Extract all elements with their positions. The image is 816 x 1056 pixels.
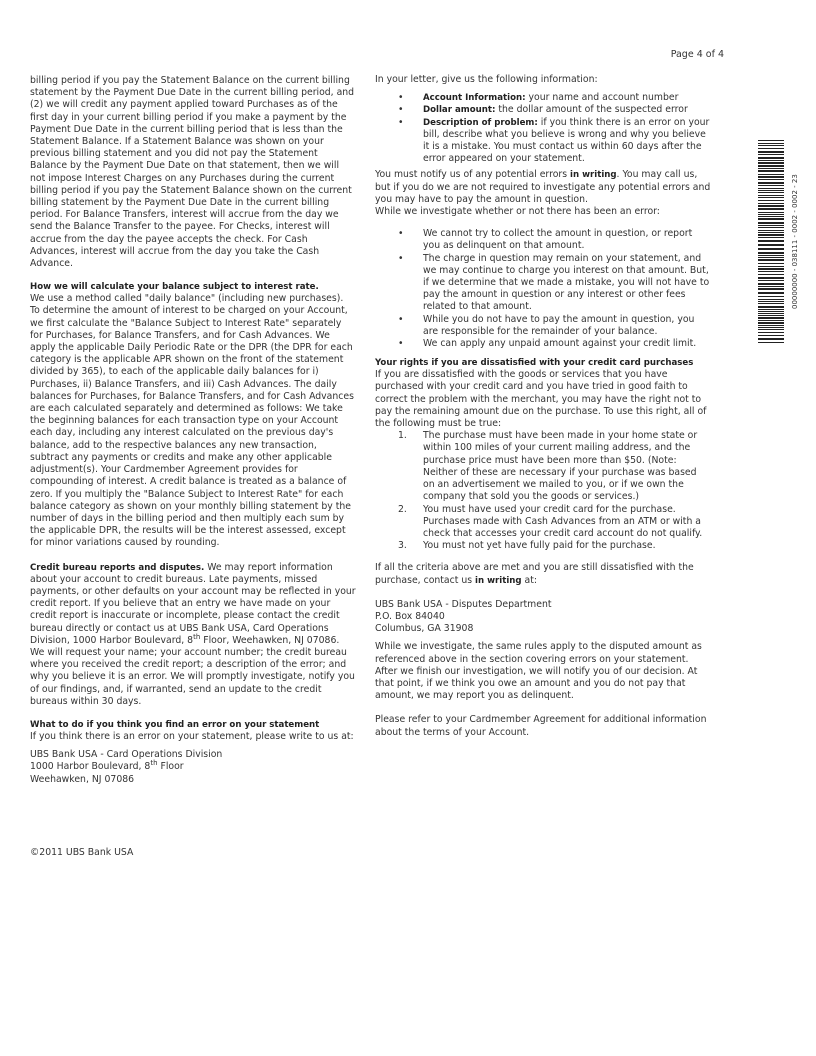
balance-calculation-paragraph: We use a method called "daily balance" (including new purchases). To determine the amount of interest to be charged on your Account, we first calculate the "Balance Subject to Interest Rate" separately for Purchases, for Balance Transfers, and for Cash Advances. We apply the applicable Daily Periodic Rate or the DPR (the DPR for each category is the applicable APR shown on the front of the statement divided by 365), to each of the applicable daily balances for i) Purchases, ii) Balance Transfers, and iii) Cash Advances. The daily balances for Purchases, for Balance Transfers, and for Cash Advances are each calculated separately and determined as follows: We take the beginning balances for each transaction type on your Account each day, including any interest calculated on the previous day's balance, add to the respective balances any new transaction, subtract any payments or credits and make any other applicable adjustment(s). Your Cardmember Agreement provides for compounding of interest. A credit balance is treated as a balance of zero. If you multiply the "Balance Subject to Interest Rate" for each balance category as shown on your monthly billing statement by the number of days in the billing period and then multiply each sum by the applicable DPR, the results will be the interest assessed, except for minor variations caused by rounding.: [30, 293, 354, 549]
balance-calculation-heading: How we will calculate your balance subject to interest rate.: [30, 282, 319, 293]
barcode-number: 00000000 - 038111 - 0002 - 0002 - 23: [791, 174, 799, 309]
barcode-block: [758, 140, 814, 350]
card-operations-address: UBS Bank USA - Card Operations Division 1000 Harbor Boulevard, 8th Floor Weehawken, NJ 07086: [30, 749, 223, 785]
list-item: • The charge in question may remain on your statement, and we may continue to charge you interest on that amount. But, if we determine that we made a mistake, you will not have to pay the amount in question or any interest or other fees related to that amount.: [423, 253, 711, 314]
page-number: Page 4 of 4: [670, 49, 724, 60]
dissatisfied-rights-heading: Your rights if you are dissatisfied with your credit card purchases: [375, 358, 694, 369]
list-item: 1. The purchase must have been made in your home state or within 100 miles of your current mailing address, and the purchase price must have been more than $50. (Note: Neither of these are necessary if your purchase was based on an advertisement we mailed to you, or if we own the company that sold you the goods or services.): [398, 430, 698, 503]
interest-continuation-paragraph: billing period if you pay the Statement Balance on the current billing statement by the Payment Due Date in the current billing period, and (2) we will credit any payment applied toward Purchases as of the first day in your current billing period if you make a payment by the Payment Due Date in the current billing period that is less than the Statement Balance. If a Statement Balance was shown on your previous billing statement and you did not pay the Statement Balance by the Payment Due Date on that statement, then we will not impose Interest Charges on any Purchases during the current billing period if you pay the Statement Balance shown on the current billing statement by the Payment Due Date in the current billing period. For Balance Transfers, interest will accrue from the day we send the Balance Transfer to the payee. For Checks, interest will accrue from the day the payee accepts the check. For Cash Advances, interest will accrue from the day you take the Cash Advance.: [30, 75, 355, 270]
barcode: [758, 140, 784, 343]
statement-error-heading: What to do if you think you find an error on your statement: [30, 719, 320, 730]
rights-conditions-list: [375, 430, 711, 552]
disputes-address: UBS Bank USA - Disputes Department P.O. Box 84040 Columbus, GA 31908: [375, 598, 552, 635]
copyright-notice: ©2011 UBS Bank USA: [30, 847, 134, 858]
list-item: • We cannot try to collect the amount in question, or report you as delinquent on that amount.: [423, 228, 711, 252]
letter-info-list: [375, 92, 711, 165]
list-item: 2. You must have used your credit card for the purchase. Purchases made with Cash Advances from an ATM or with a check that accesses your credit card account do not qualify.: [398, 503, 703, 539]
investigation-rules-paragraph: While we investigate, the same rules apply to the disputed amount as referenced above in the section covering errors on your statement. After we finish our investigation, we will notify you of our decision. At that point, if we think you owe an amount and you do not pay that amount, we may report you as delinquent.: [375, 641, 702, 702]
criteria-paragraph: If all the criteria above are met and you are still dissatisfied with the purchase, contact us in writing at:: [375, 562, 694, 586]
statement-error-paragraph: If you think there is an error on your statement, please write to us at:: [30, 730, 354, 742]
dissatisfied-rights-paragraph: If you are dissatisfied with the goods or services that you have purchased with your credit card and you have tried in good faith to correct the problem with the merchant, you may have the right not to pay the remaining amount due on the purchase. To use this right, all of the following must be true:: [375, 369, 707, 430]
investigate-intro: While we investigate whether or not there has been an error:: [375, 206, 660, 218]
notify-writing-paragraph: You must notify us of any potential errors in writing. You may call us, but if you do we are not required to investigate any potential errors and you may have to pay the amount in question.: [375, 169, 711, 205]
left-column: [30, 75, 356, 786]
list-item: • We can apply any unpaid amount against your credit limit.: [423, 338, 711, 350]
list-item: • Account Information: your name and account number: [423, 92, 711, 104]
list-item: 3. You must not yet have fully paid for the purchase.: [398, 540, 656, 552]
right-column: [375, 74, 711, 739]
list-item: • Description of problem: if you think there is an error on your bill, describe what you believe is wrong and why you believe it is a mistake. You must contact us within 60 days after the error appeared on your statement.: [423, 117, 711, 166]
investigate-list: [375, 228, 711, 350]
list-item: • Dollar amount: the dollar amount of the suspected error: [423, 104, 711, 116]
cardmember-agreement-paragraph: Please refer to your Cardmember Agreement for additional information about the terms of your Account.: [375, 714, 707, 738]
credit-bureau-heading: Credit bureau reports and disputes.: [30, 562, 205, 573]
list-item: • While you do not have to pay the amount in question, you are responsible for the remainder of your balance.: [423, 314, 711, 338]
credit-bureau-paragraph: Credit bureau reports and disputes. We may report information about your account to credit bureaus. Late payments, missed payments, or other defaults on your account may be reflected in your credit report. If you believe that an entry we have made on your credit report is inaccurate or incomplete, please contact the credit bureau directly or contact us at UBS Bank USA, Card Operations Division, 1000 Harbor Boulevard, 8th Floor, Weehawken, NJ 07086. We will request your name; your account number; the credit bureau where you received the credit report; a description of the error; and why you believe it is an error. We will promptly investigate, notify you of our findings, and, if warranted, send an update to the credit bureaus within 30 days.: [30, 561, 356, 707]
letter-intro: In your letter, give us the following information:: [375, 74, 598, 85]
